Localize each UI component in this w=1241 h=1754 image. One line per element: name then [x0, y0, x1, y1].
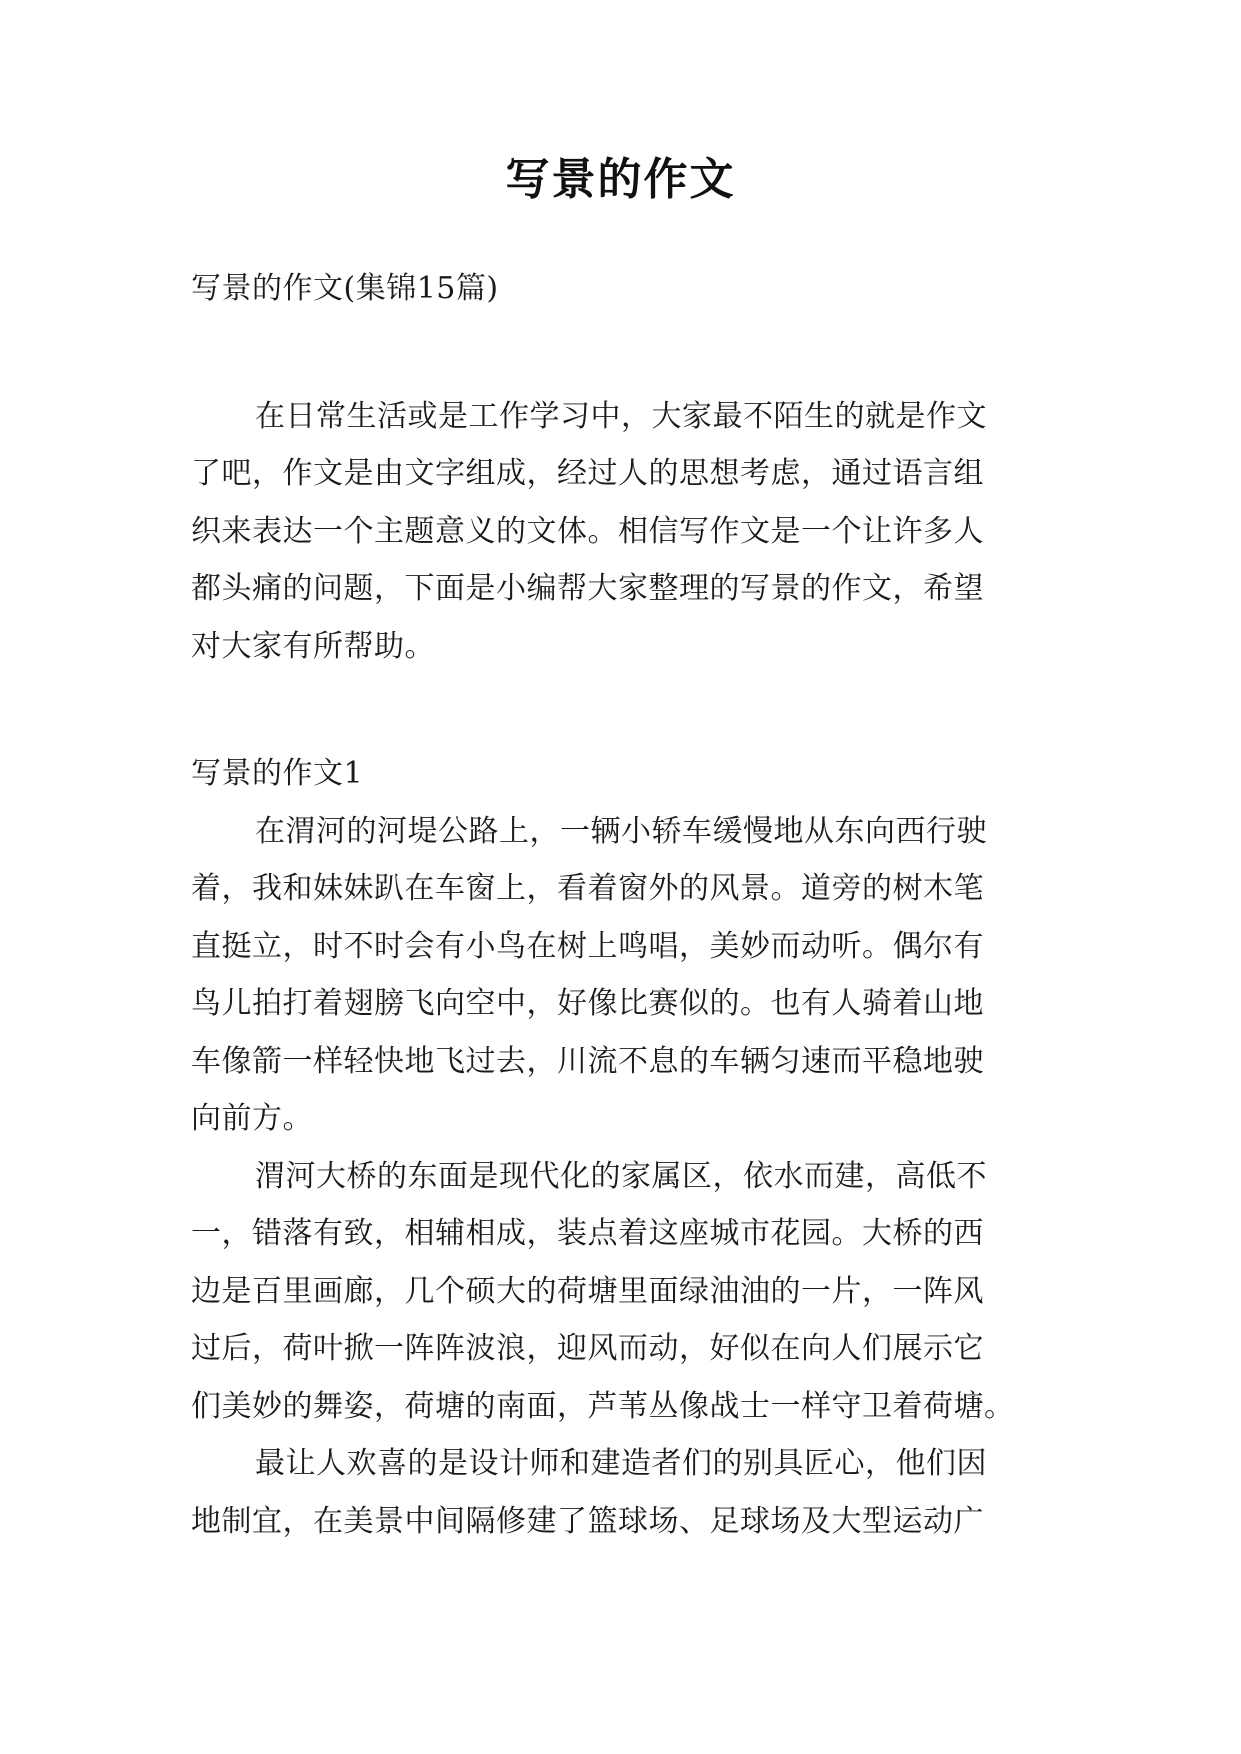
document-subtitle: 写景的作文(集锦15篇) [191, 271, 499, 306]
paragraph-line: 车像箭一样轻快地飞过去，川流不息的车辆匀速而平稳地驶 [191, 1043, 984, 1079]
paragraph-1 [191, 803, 1051, 1148]
intro-line: 对大家有所帮助。 [191, 628, 435, 664]
spacer [191, 318, 1051, 388]
paragraph-line: 地制宜，在美景中间隔修建了篮球场、足球场及大型运动广 [191, 1503, 984, 1539]
paragraph-line: 在渭河的河堤公路上，一辆小轿车缓慢地从东向西行驶 [255, 813, 987, 849]
paragraph-line: 着，我和妹妹趴在车窗上，看着窗外的风景。道旁的树木笔 [191, 871, 984, 906]
intro-line: 在日常生活或是工作学习中，大家最不陌生的就是作文 [255, 398, 987, 434]
paragraph-2 [191, 1148, 1051, 1436]
paragraph-line: 直挺立，时不时会有小鸟在树上鸣唱，美妙而动听。偶尔有 [191, 928, 984, 964]
paragraph-line: 渭河大桥的东面是现代化的家属区，依水而建，高低不 [255, 1158, 987, 1194]
intro-paragraph [191, 388, 1051, 676]
document-body [191, 260, 1051, 1550]
paragraph-line: 们美妙的舞姿，荷塘的南面，芦苇丛像战士一样守卫着荷塘。 [191, 1388, 1015, 1424]
paragraph-line: 边是百里画廊，几个硕大的荷塘里面绿油油的一片，一阵风 [191, 1273, 984, 1309]
paragraph-line: 最让人欢喜的是设计师和建造者们的别具匠心，他们因 [255, 1446, 987, 1481]
intro-line: 都头痛的问题，下面是小编帮大家整理的写景的作文，希望 [191, 571, 984, 606]
intro-line: 了吧，作文是由文字组成，经过人的思想考虑，通过语言组 [191, 456, 984, 491]
paragraph-line: 过后，荷叶掀一阵阵波浪，迎风而动，好似在向人们展示它 [191, 1331, 984, 1366]
paragraph-3 [191, 1435, 1051, 1550]
paragraph-line: 鸟儿拍打着翅膀飞向空中，好像比赛似的。也有人骑着山地 [191, 986, 984, 1021]
paragraph-line: 向前方。 [191, 1101, 313, 1136]
spacer [191, 675, 1051, 745]
section-heading: 写景的作文1 [191, 756, 364, 791]
document-title: 写景的作文 [505, 154, 736, 205]
intro-line: 织来表达一个主题意义的文体。相信写作文是一个让许多人 [191, 513, 984, 549]
paragraph-line: 一，错落有致，相辅相成，装点着这座城市花园。大桥的西 [191, 1216, 984, 1251]
